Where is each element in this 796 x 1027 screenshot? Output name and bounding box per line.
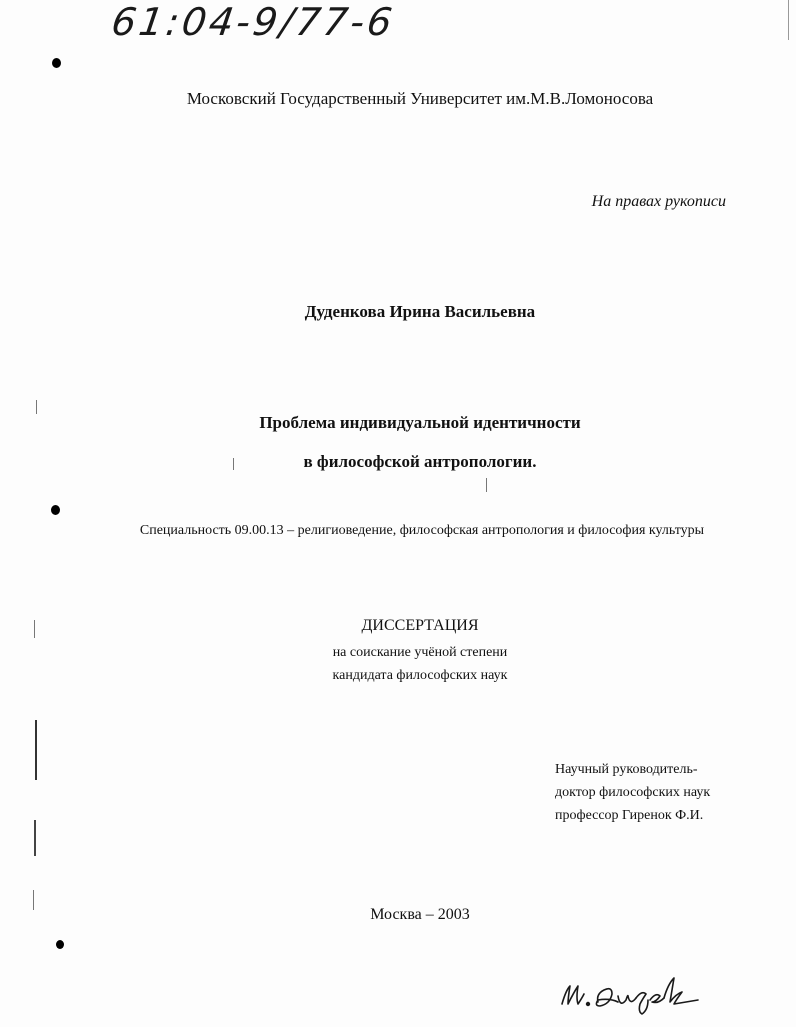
city-and-year: Москва – 2003: [370, 906, 470, 923]
binding-hole-middle: [51, 505, 60, 515]
manuscript-note: На правах рукописи: [591, 193, 726, 210]
degree-line-2: кандидата философских наук: [332, 668, 508, 683]
supervisor-line-3: профессор Гиренок Ф.И.: [555, 808, 704, 823]
author-signature: [556, 964, 706, 1016]
supervisor-line-1: Научный руководитель-: [555, 762, 698, 777]
binding-hole-top: [52, 58, 61, 68]
binding-hole-bottom: [56, 940, 64, 949]
supervisor-line-2: доктор философских наук: [555, 785, 711, 800]
scan-mark: [486, 478, 487, 492]
scan-mark: [36, 400, 37, 414]
scan-mark: [35, 720, 37, 780]
scan-mark: [34, 820, 36, 856]
dissertation-title-line-2: в философской антропологии.: [303, 452, 537, 471]
degree-line-1: на соискание учёной степени: [332, 645, 508, 660]
dissertation-title-line-1: Проблема индивидуальной идентичности: [259, 413, 581, 432]
specialty: Специальность 09.00.13 – религиоведение, философская антропология и философия культуры: [139, 523, 705, 538]
archive-code-handwritten: 61:04-9/77-6: [108, 0, 398, 44]
scan-mark: [788, 0, 789, 40]
university-name: Московский Государственный Университет им.М.В.Ломоносова: [186, 89, 654, 108]
author-name: Дуденкова Ирина Васильевна: [304, 302, 536, 321]
document-type: ДИССЕРТАЦИЯ: [361, 617, 479, 634]
